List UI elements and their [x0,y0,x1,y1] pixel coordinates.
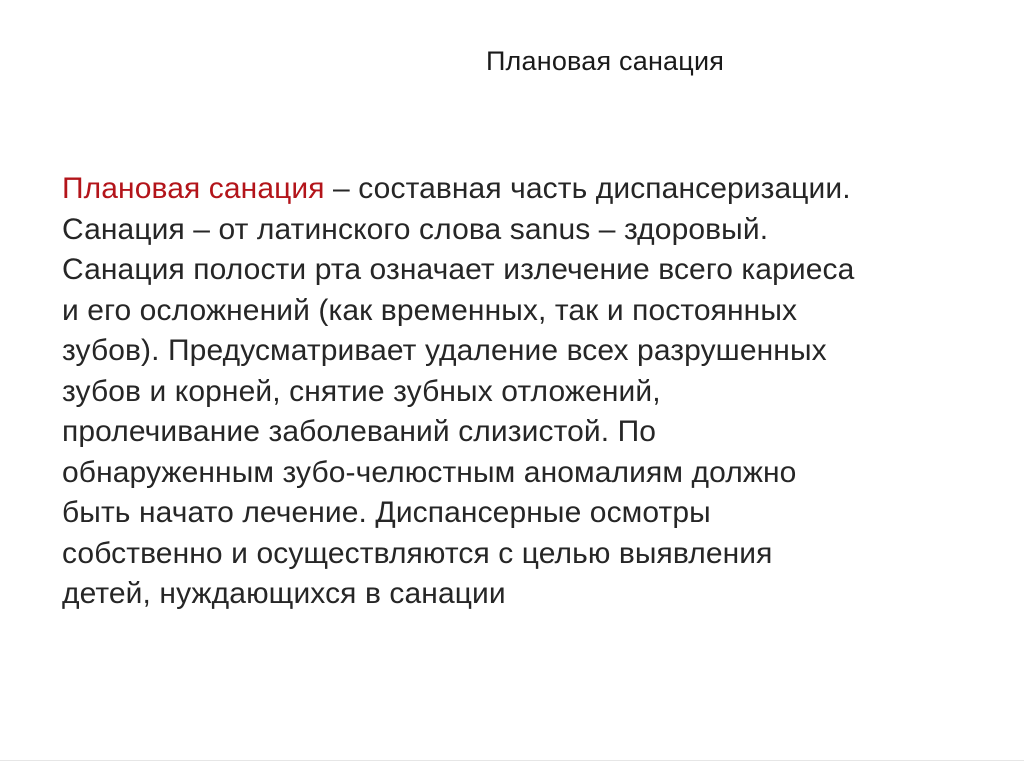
body-line-4: и его осложнений (как временных, так и постоянных [62,293,798,327]
body-line-1-text: – составная часть диспансеризации. [324,172,851,205]
body-line-3: Санация полости рта означает излечение всего кариеса [62,253,855,286]
body-line-5: зубов). Предусматривает удаление всех разрушенных [62,334,827,367]
body-line-8: обнаруженным зубо-челюстным аномалиям должно [62,455,797,489]
body-line-11: детей, нуждающихся в санации [62,577,506,610]
slide-title: Плановая санация [485,46,725,76]
slide-body [62,169,967,615]
highlighted-term: Плановая санация [62,172,325,205]
bottom-divider [0,760,1024,761]
body-line-6: зубов и корней, снятие зубных отложений, [62,374,661,408]
body-line-9: быть начато лечение. Диспансерные осмотры [62,496,711,529]
body-line-1 [62,169,967,210]
body-line-10: собственно и осуществляются с целью выявления [62,536,773,570]
body-line-7: пролечивание заболеваний слизистой. По [62,415,657,448]
body-line-2: Санация – от латинского слова sanus – здоровый. [62,212,769,246]
